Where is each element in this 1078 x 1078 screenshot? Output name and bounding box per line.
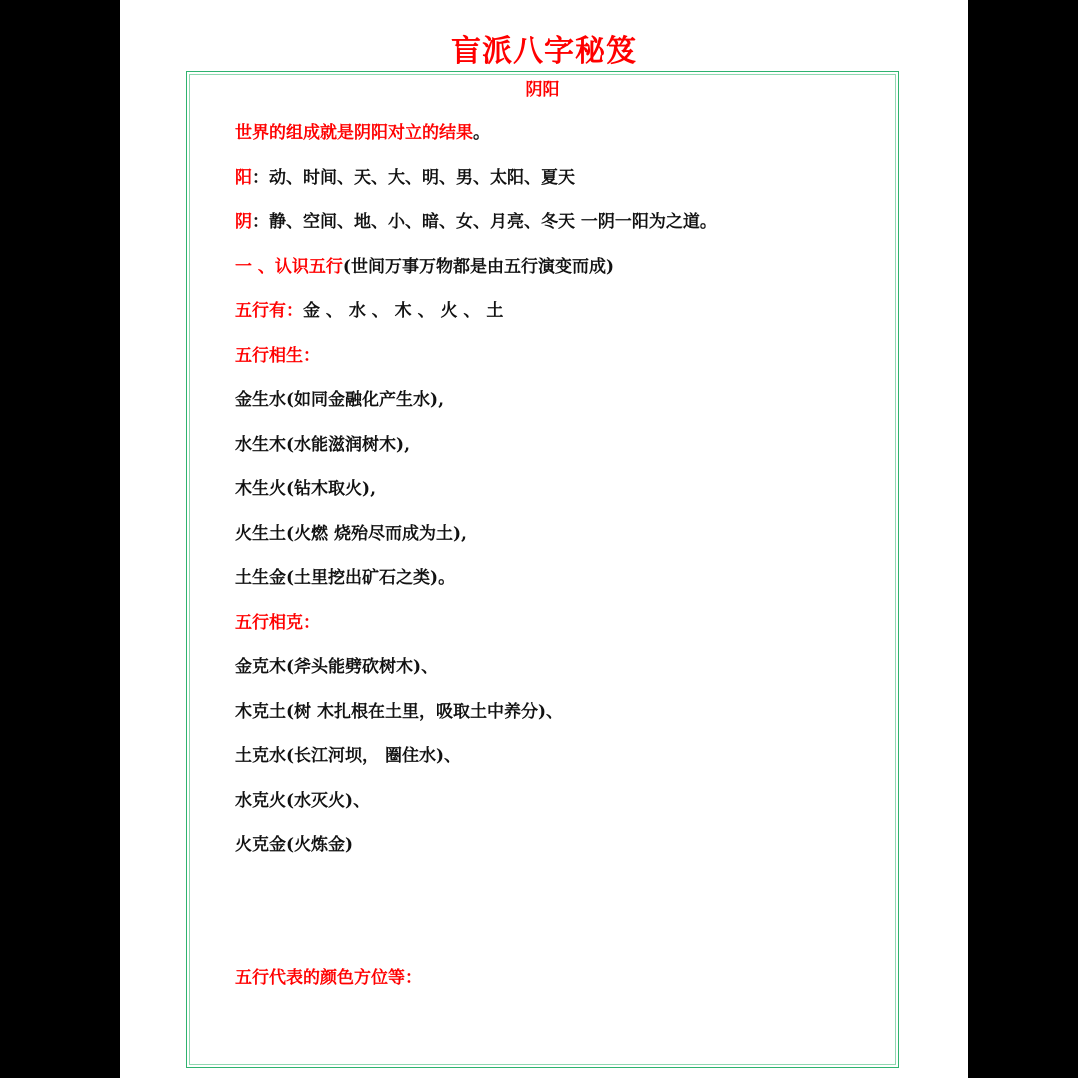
section-title: 阴阳 xyxy=(525,80,560,100)
line-text: 金克木(斧头能劈砍树木)、 xyxy=(235,657,439,677)
text-line xyxy=(235,565,455,591)
line-red-text: 阴 xyxy=(235,212,252,232)
line-text: 金生水(如同金融化产生水), xyxy=(235,390,445,410)
line-text: ：静、空间、地、小、暗、女、月亮、冬天 一阴一阳为之道。 xyxy=(252,212,717,232)
line-text: 水克火(水灭火)、 xyxy=(235,791,371,811)
text-line xyxy=(235,165,575,191)
text-line xyxy=(235,254,614,280)
document-page xyxy=(120,0,968,1078)
line-red-text: 一 、认识五行 xyxy=(235,257,343,277)
text-line xyxy=(235,521,467,547)
text-line xyxy=(235,743,461,769)
document-title: 盲派八字秘笈 xyxy=(451,34,637,69)
text-line xyxy=(235,432,410,458)
line-text: 。 xyxy=(473,123,490,143)
line-red-text: 五行代表的颜色方位等： xyxy=(235,968,422,988)
content-frame xyxy=(186,71,899,1068)
line-red-text: 五行相克： xyxy=(235,613,320,633)
text-line xyxy=(235,387,444,413)
line-text: 土生金(土里挖出矿石之类)。 xyxy=(235,568,456,588)
text-line xyxy=(235,788,370,814)
line-red-text: 五行有： xyxy=(235,301,303,321)
text-line xyxy=(235,699,563,725)
line-red-text: 阳 xyxy=(235,168,252,188)
text-line xyxy=(235,610,320,636)
line-text: 火生土(火燃 烧殆尽而成为土), xyxy=(235,524,467,544)
line-text: 木生火(钻木取火), xyxy=(235,479,377,499)
line-text: 金 、 水 、 木 、 火 、 土 xyxy=(303,301,504,321)
line-text: (世间万事万物都是由五行演变而成) xyxy=(342,257,615,277)
text-line xyxy=(235,120,490,146)
text-line xyxy=(235,343,320,369)
line-red-text: 五行相生： xyxy=(235,346,320,366)
line-text: 土克水(长江河坝， 圈住水)、 xyxy=(235,746,462,766)
text-line xyxy=(235,209,717,235)
line-text: 木克土(树 木扎根在土里，吸取土中养分)、 xyxy=(235,702,564,722)
text-line xyxy=(235,965,422,991)
line-text: ：动、时间、天、大、明、男、太阳、夏天 xyxy=(252,168,575,188)
text-line xyxy=(235,298,503,324)
text-line xyxy=(235,654,438,680)
line-text: 火克金(火炼金) xyxy=(235,835,354,855)
line-red-text: 世界的组成就是阴阳对立的结果 xyxy=(235,123,473,143)
line-text: 水生木(水能滋润树木), xyxy=(235,435,411,455)
text-line xyxy=(235,476,376,502)
text-line xyxy=(235,832,353,858)
